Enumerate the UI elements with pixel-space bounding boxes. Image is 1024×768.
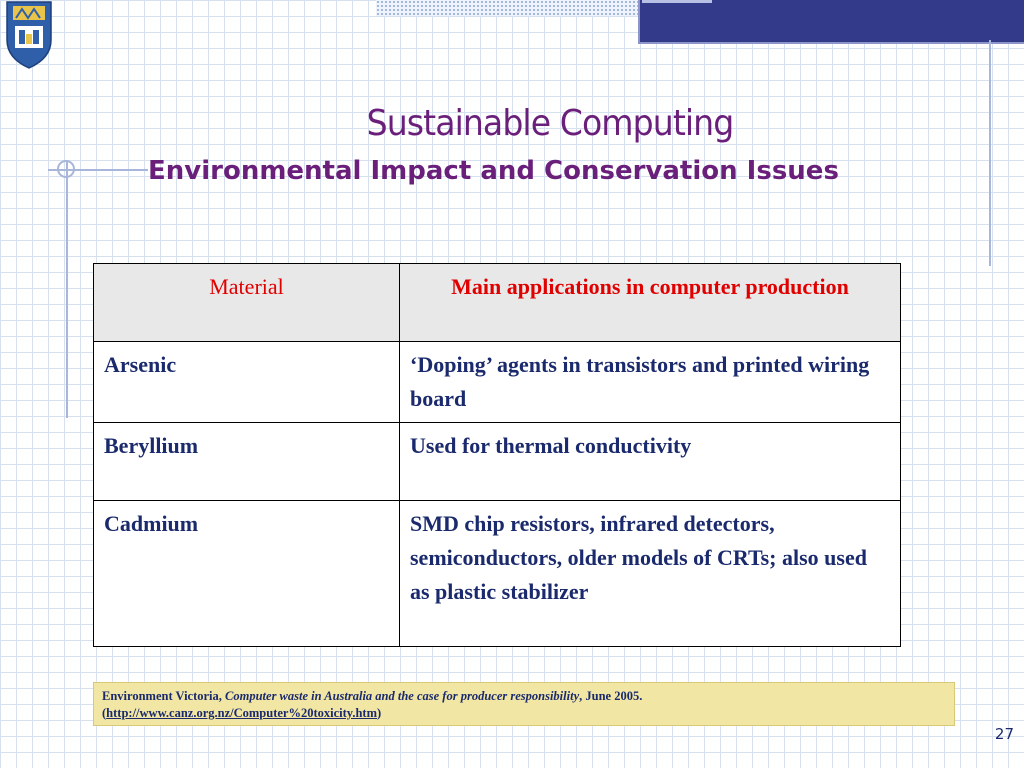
citation-open-paren: ( [102,706,107,720]
material-cell: Cadmium [94,501,400,647]
citation-title: Computer waste in Australia and the case for producer responsibility [225,689,580,703]
university-crest-logo [4,0,54,70]
table-row [94,423,901,501]
top-right-bar [638,0,1024,44]
material-cell: Beryllium [94,423,400,501]
right-decorative-line [989,40,991,266]
left-vertical-line [66,160,68,418]
citation-box [93,682,955,726]
top-bar-accent [642,0,712,3]
page-number: 27 [994,725,1014,743]
slide-title: Sustainable Computing [366,103,734,144]
citation-close-paren: ) [376,706,382,720]
table-header-row [94,264,901,342]
citation-author: Environment Victoria, [102,689,222,703]
application-cell: SMD chip resistors, infrared detectors, semiconductors, older models of CRTs; also used as plastic stabilizer [400,501,901,647]
material-cell: Arsenic [94,342,400,423]
header-material: Material [94,264,400,342]
citation-link[interactable]: http://www.canz.org.nz/Computer%20toxicity.htm [106,706,377,720]
materials-table [93,263,901,647]
citation-date: , June 2005. [579,689,643,703]
header-applications: Main applications in computer production [400,264,901,342]
application-cell: ‘Doping’ agents in transistors and printed wiring board [400,342,901,423]
application-cell: Used for thermal conductivity [400,423,901,501]
table-row [94,501,901,647]
table-row [94,342,901,423]
slide-subtitle: Environmental Impact and Conservation Issues [148,156,839,186]
